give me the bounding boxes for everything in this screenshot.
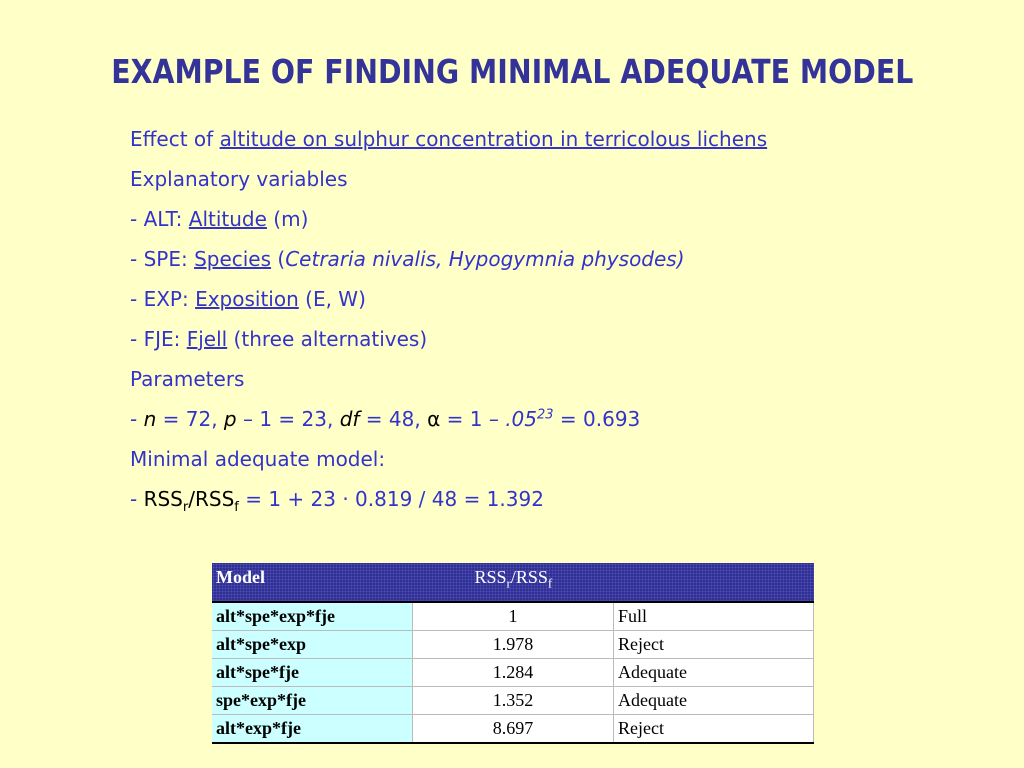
rss-r-sub: r [182, 500, 189, 515]
spe-prefix: - SPE: [130, 247, 195, 271]
result-cell: Adequate [614, 687, 814, 715]
rss-dash: - [130, 487, 144, 511]
altitude-link[interactable]: Altitude [188, 207, 267, 231]
alt-line [130, 204, 950, 244]
exp-prefix: - EXP: [130, 287, 196, 311]
value-cell: 1.978 [413, 631, 614, 659]
table-row [212, 631, 814, 659]
alt-prefix: - ALT: [130, 207, 189, 231]
model-table-wrap [212, 563, 814, 744]
header-rss-slash: /RSS [510, 567, 548, 587]
model-cell: alt*spe*fje [212, 659, 413, 687]
species-link[interactable]: Species [194, 247, 272, 271]
model-table [212, 563, 814, 744]
effect-line [130, 124, 950, 164]
value-cell: 8.697 [413, 715, 614, 744]
effect-prefix: Effect of [130, 127, 220, 151]
param-result: = 0.693 [553, 407, 641, 431]
spe-line [130, 244, 950, 284]
param-n: n [143, 407, 157, 431]
header-model: Model [212, 563, 413, 602]
explanatory-heading: Explanatory variables [130, 167, 348, 191]
fje-prefix: - FJE: [130, 327, 187, 351]
value-cell: 1 [413, 602, 614, 631]
rss-line [130, 484, 950, 524]
param-eq2: = 48, [359, 407, 428, 431]
exposition-link[interactable]: Exposition [195, 287, 299, 311]
table-row [212, 602, 814, 631]
param-alpha: α [427, 407, 441, 431]
result-cell: Reject [614, 715, 814, 744]
header-rss-sub-f: f [547, 575, 553, 591]
slide-title-text: EXAMPLE OF FINDING MINIMAL ADEQUATE MODEL [110, 52, 914, 91]
alt-suffix: (m) [266, 207, 309, 231]
parameters-heading: Parameters [130, 367, 245, 391]
param-dash: - [130, 407, 144, 431]
result-cell: Reject [614, 631, 814, 659]
param-df: df [339, 407, 360, 431]
result-cell: Adequate [614, 659, 814, 687]
exp-suffix: (E, W) [298, 287, 366, 311]
slide-body [130, 124, 950, 524]
rss-f: RSS [194, 487, 235, 511]
param-eq1: = 72, [156, 407, 224, 431]
result-cell: Full [614, 602, 814, 631]
header-rss [413, 563, 814, 602]
minimal-heading: Minimal adequate model: [130, 447, 386, 471]
fje-line [130, 324, 950, 364]
header-rss-sub-r: r [506, 575, 511, 591]
effect-link[interactable]: altitude on sulphur concentration in terricolous lichens [219, 127, 768, 151]
param-base: .05 [505, 407, 537, 431]
model-cell: spe*exp*fje [212, 687, 413, 715]
table-header-row [212, 563, 814, 602]
table-row [212, 687, 814, 715]
parameters-line [130, 404, 950, 444]
fje-suffix: (three alternatives) [227, 327, 428, 351]
value-cell: 1.352 [413, 687, 614, 715]
species-names: Cetraria nivalis, Hypogymnia physodes) [285, 247, 685, 271]
header-rss-text: RSS [474, 567, 507, 587]
model-cell: alt*exp*fje [212, 715, 413, 744]
param-eq3: = 1 – [440, 407, 506, 431]
value-cell: 1.284 [413, 659, 614, 687]
slide-title [0, 52, 1024, 91]
param-exponent: 23 [537, 407, 554, 423]
param-p: p [223, 407, 237, 431]
table-row [212, 715, 814, 744]
rss-formula: = 1 + 23 · 0.819 / 48 = 1.392 [238, 487, 544, 511]
model-cell: alt*spe*exp [212, 631, 413, 659]
rss-slash: / [188, 487, 195, 511]
param-minus1: – 1 = 23, [236, 407, 340, 431]
table-row [212, 659, 814, 687]
rss-f-sub: f [234, 500, 239, 515]
rss-r: RSS [143, 487, 183, 511]
exp-line [130, 284, 950, 324]
model-cell: alt*spe*exp*fje [212, 602, 413, 631]
fjell-link[interactable]: Fjell [186, 327, 228, 351]
spe-open-paren: ( [271, 247, 286, 271]
